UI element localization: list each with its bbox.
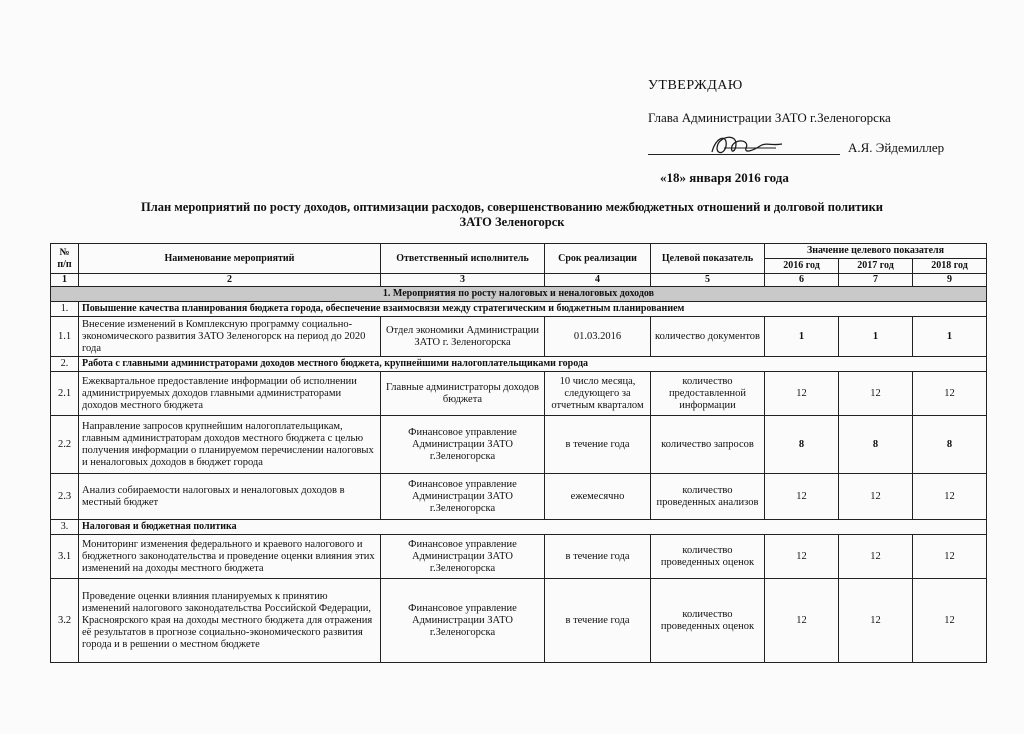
table-row bbox=[51, 372, 987, 416]
col-number: 1 bbox=[51, 274, 79, 287]
table-row bbox=[51, 474, 987, 520]
row-executor: Финансовое управление Администрации ЗАТО г.Зеленогорска bbox=[381, 579, 545, 663]
row-value-2017: 8 bbox=[839, 416, 913, 474]
row-value-2016: 12 bbox=[765, 579, 839, 663]
row-value-2017: 12 bbox=[839, 535, 913, 579]
row-name: Внесение изменений в Комплексную программу социально-экономического развития ЗАТО Зеленогорск на период до 2020 года bbox=[79, 317, 381, 357]
row-indicator: количество проведенных оценок bbox=[651, 535, 765, 579]
signature-line bbox=[648, 138, 988, 158]
group-row bbox=[51, 520, 987, 535]
table-row bbox=[51, 317, 987, 357]
group-title: Налоговая и бюджетная политика bbox=[79, 520, 987, 535]
handwritten-signature bbox=[706, 132, 786, 160]
group-row bbox=[51, 357, 987, 372]
row-executor: Отдел экономики Администрации ЗАТО г. Зеленогорска bbox=[381, 317, 545, 357]
row-value-2018: 8 bbox=[913, 416, 987, 474]
approval-heading: УТВЕРЖДАЮ bbox=[648, 78, 743, 93]
group-title: Повышение качества планирования бюджета города, обеспечение взаимосвязи между стратегическим и бюджетным планированием bbox=[79, 302, 987, 317]
row-value-2016: 12 bbox=[765, 535, 839, 579]
document-subtitle: ЗАТО Зеленогорск bbox=[459, 215, 565, 229]
row-value-2017: 12 bbox=[839, 372, 913, 416]
row-value-2016: 12 bbox=[765, 372, 839, 416]
row-number: 2.1 bbox=[51, 372, 79, 416]
row-indicator: количество запросов bbox=[651, 416, 765, 474]
row-deadline: 10 число месяца, следующего за отчетным кварталом bbox=[545, 372, 651, 416]
row-executor: Финансовое управление Администрации ЗАТО г.Зеленогорска bbox=[381, 474, 545, 520]
row-indicator: количество документов bbox=[651, 317, 765, 357]
row-value-2016: 12 bbox=[765, 474, 839, 520]
row-value-2018: 12 bbox=[913, 372, 987, 416]
row-executor: Главные администраторы доходов бюджета bbox=[381, 372, 545, 416]
row-number: 3.1 bbox=[51, 535, 79, 579]
row-executor: Финансовое управление Администрации ЗАТО г.Зеленогорска bbox=[381, 416, 545, 474]
signer-name: А.Я. Эйдемиллер bbox=[848, 140, 945, 155]
row-value-2017: 12 bbox=[839, 579, 913, 663]
approval-position: Глава Администрации ЗАТО г.Зеленогорска bbox=[648, 110, 891, 125]
row-deadline: ежемесячно bbox=[545, 474, 651, 520]
row-value-2016: 1 bbox=[765, 317, 839, 357]
table-row bbox=[51, 579, 987, 663]
group-number: 2. bbox=[51, 357, 79, 372]
row-name: Проведение оценки влияния планируемых к принятию изменений налогового законодательства Российской Федерации, Красноярского края на доходы местного бюджета для отражения её результатов в прогнозе социально-экономического развития города и в решении о местном бюджете bbox=[79, 579, 381, 663]
group-number: 3. bbox=[51, 520, 79, 535]
col-number: 4 bbox=[545, 274, 651, 287]
row-name: Ежеквартальное предоставление информации об исполнении администрируемых доходов главными администраторами доходов местного бюджета bbox=[79, 372, 381, 416]
row-deadline: в течение года bbox=[545, 416, 651, 474]
header-2016: 2016 год bbox=[765, 259, 839, 274]
group-row bbox=[51, 302, 987, 317]
row-indicator: количество проведенных анализов bbox=[651, 474, 765, 520]
header-executor: Ответственный исполнитель bbox=[381, 244, 545, 274]
header-2018: 2018 год bbox=[913, 259, 987, 274]
row-deadline: в течение года bbox=[545, 579, 651, 663]
group-number: 1. bbox=[51, 302, 79, 317]
approval-date: «18» января 2016 года bbox=[660, 170, 789, 185]
row-number: 1.1 bbox=[51, 317, 79, 357]
header-indicator: Целевой показатель bbox=[651, 244, 765, 274]
row-name: Мониторинг изменения федерального и краевого налогового и бюджетного законодательства и проведение оценки влияния этих изменений на доходы местного бюджета bbox=[79, 535, 381, 579]
row-value-2018: 12 bbox=[913, 579, 987, 663]
row-value-2018: 12 bbox=[913, 535, 987, 579]
header-row bbox=[51, 244, 987, 259]
table-row bbox=[51, 535, 987, 579]
row-number: 3.2 bbox=[51, 579, 79, 663]
table-row bbox=[51, 416, 987, 474]
row-value-2018: 1 bbox=[913, 317, 987, 357]
group-title: Работа с главными администраторами доходов местного бюджета, крупнейшими налогоплательщиками города bbox=[79, 357, 987, 372]
col-number: 9 bbox=[913, 274, 987, 287]
header-num: № п/п bbox=[51, 244, 79, 274]
plan-table bbox=[50, 243, 987, 663]
row-executor: Финансовое управление Администрации ЗАТО г.Зеленогорска bbox=[381, 535, 545, 579]
row-indicator: количество проведенных оценок bbox=[651, 579, 765, 663]
row-deadline: 01.03.2016 bbox=[545, 317, 651, 357]
row-indicator: количество предоставленной информации bbox=[651, 372, 765, 416]
section-row bbox=[51, 287, 987, 302]
document-title: План мероприятий по росту доходов, оптимизации расходов, совершенствованию межбюджетных отношений и долговой политики bbox=[140, 200, 884, 214]
row-number: 2.2 bbox=[51, 416, 79, 474]
row-number: 2.3 bbox=[51, 474, 79, 520]
header-name: Наименование мероприятий bbox=[79, 244, 381, 274]
column-numbers-row bbox=[51, 274, 987, 287]
section-title: 1. Мероприятия по росту налоговых и неналоговых доходов bbox=[51, 287, 987, 302]
row-name: Направление запросов крупнейшим налогоплательщикам, главным администраторам доходов местного бюджета с целью получения информации о планируемом перечислении налоговых и неналоговых доходов в бюджет города bbox=[79, 416, 381, 474]
row-value-2016: 8 bbox=[765, 416, 839, 474]
header-deadline: Срок реализации bbox=[545, 244, 651, 274]
row-deadline: в течение года bbox=[545, 535, 651, 579]
approval-block bbox=[648, 78, 988, 186]
header-2017: 2017 год bbox=[839, 259, 913, 274]
row-value-2017: 12 bbox=[839, 474, 913, 520]
col-number: 7 bbox=[839, 274, 913, 287]
row-value-2017: 1 bbox=[839, 317, 913, 357]
col-number: 3 bbox=[381, 274, 545, 287]
col-number: 5 bbox=[651, 274, 765, 287]
col-number: 2 bbox=[79, 274, 381, 287]
row-value-2018: 12 bbox=[913, 474, 987, 520]
header-value-group: Значение целевого показателя bbox=[765, 244, 987, 259]
col-number: 6 bbox=[765, 274, 839, 287]
row-name: Анализ собираемости налоговых и неналоговых доходов в местный бюджет bbox=[79, 474, 381, 520]
